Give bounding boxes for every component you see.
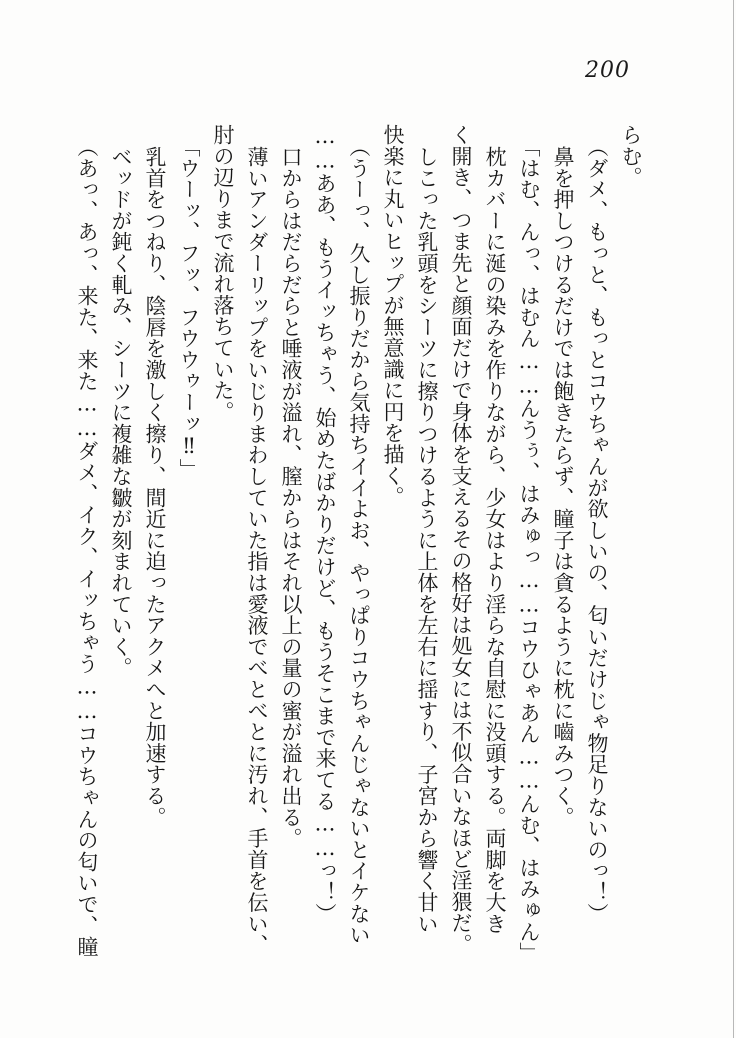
text-line: 口からはだらだらと唾液が溢れ、膣からはそれ以上の量の蜜が溢れ出る。 <box>279 146 303 849</box>
text-line: 快楽に丸いヒップが無意識に円を描く。 <box>381 124 405 508</box>
text-line: 「はむ、んっ、はむん……んうぅ、はみゅっ……コウひゃあん……んむ、はみゅん」 <box>517 135 541 963</box>
page-number: 200 <box>585 58 630 83</box>
text-line: 薄いアンダーリップをいじりまわしていた指は愛液でべとべとに汚れ、手首を伝い、 <box>245 146 269 956</box>
text-line: （あっ、あっ、来た、来た……ダメ、イク、イッちゃう……コウちゃんの匂いで、瞳 <box>75 135 99 957</box>
text-line: 「ウーッ、フッ、フウウゥーッ‼」 <box>177 135 201 480</box>
text-line: 枕カバーに涎の染みを作りながら、少女はより淫らな自慰に没頭する。両脚を大き <box>483 146 507 935</box>
text-line: ベッドが鈍く軋み、シーツに複雑な皺が刻まれていく。 <box>109 146 133 679</box>
text-line: （ダメ、もっと、もっとコウちゃんが欲しいの、匂いだけじゃ物足りないのっ！） <box>585 135 609 924</box>
vertical-text-block <box>70 124 648 972</box>
text-line: らむ。 <box>619 124 643 188</box>
text-line: 乳首をつねり、陰唇を激しく擦り、間近に迫ったアクメへと加速する。 <box>143 146 167 828</box>
text-line: （うーっ、久し振りだから気持ちイイよお、やっぱりコウちゃんじゃないとイケない <box>347 135 371 945</box>
text-line: ……ああ、もうイッちゃう、始めたばかりだけど、もうそこまで来てる……っ！） <box>313 124 337 925</box>
text-line: 鼻を押しつけるだけでは飽きたらず、瞳子は貪るように枕に嚙みつく。 <box>551 146 575 828</box>
page-edge-shadow <box>733 0 734 1038</box>
text-line: く開き、つま先と顔面だけで身体を支えるその格好は処女には不似合いなほど淫猥だ。 <box>449 124 473 955</box>
text-line: しこった乳頭をシーツに擦りつけるように上体を左右に揺すり、子宮から響く甘い <box>415 146 439 935</box>
text-line: 肘の辺りまで流れ落ちていた。 <box>211 124 235 423</box>
